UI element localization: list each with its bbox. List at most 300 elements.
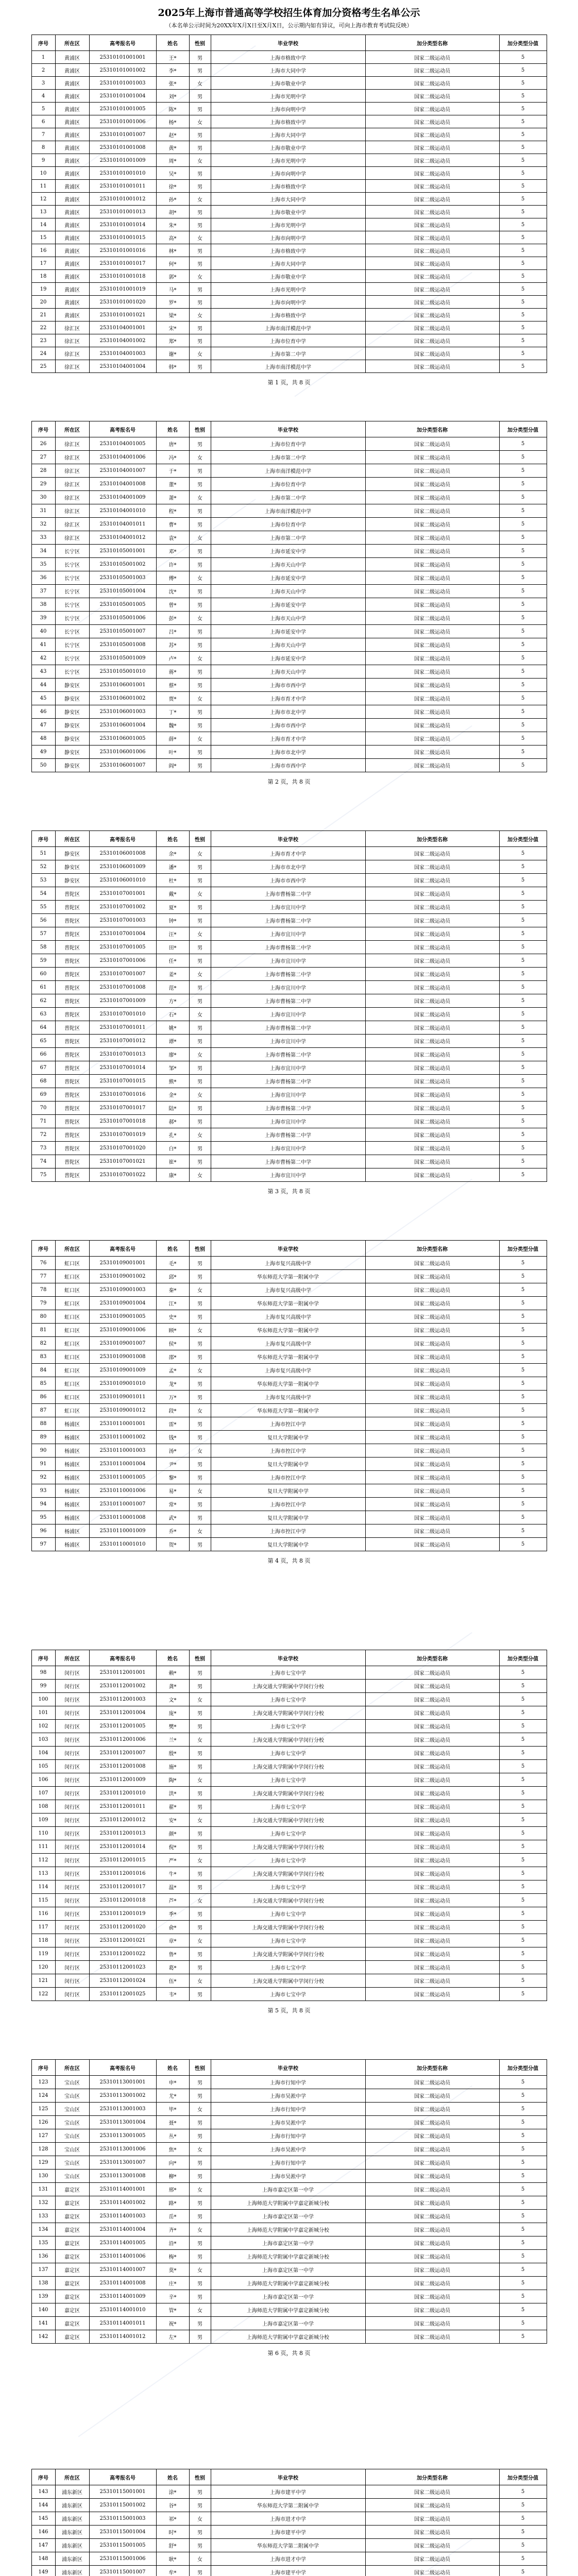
table-cell: 男 xyxy=(189,1155,211,1168)
table-cell: 5 xyxy=(499,2512,547,2526)
column-header: 序号 xyxy=(31,421,55,437)
candidate-table xyxy=(31,2059,547,2344)
table-cell: 国家二级运动员 xyxy=(365,1934,499,1947)
table-cell: 徐汇区 xyxy=(55,504,89,518)
table-cell: 5 xyxy=(499,1270,547,1283)
table-cell: 25310114001009 xyxy=(89,2290,156,2303)
table-cell: 男 xyxy=(189,334,211,347)
table-cell: 25310101001010 xyxy=(89,167,156,180)
table-cell: 上海市七宝中学 xyxy=(211,1961,365,1974)
table-cell: 上海市七宝中学 xyxy=(211,1747,365,1760)
table-cell: 何* xyxy=(156,257,189,270)
table-cell: 郭* xyxy=(156,270,189,283)
table-cell: 国家二级运动员 xyxy=(365,531,499,545)
table-cell: 易* xyxy=(156,1484,189,1498)
column-header: 姓名 xyxy=(156,35,189,51)
table-cell: 国家二级运动员 xyxy=(365,625,499,638)
table-cell: 男 xyxy=(189,1747,211,1760)
table-cell: 华东师范大学第一附属中学 xyxy=(211,1297,365,1310)
table-cell: 135 xyxy=(31,2236,55,2250)
table-cell: 128 xyxy=(31,2143,55,2156)
table-row xyxy=(31,941,547,954)
table-row xyxy=(31,1257,547,1270)
table-cell: 5 xyxy=(499,2250,547,2263)
table-cell: 5 xyxy=(499,2566,547,2576)
table-cell: 男 xyxy=(189,464,211,478)
table-cell: 静安区 xyxy=(55,719,89,732)
table-cell: 国家二级运动员 xyxy=(365,2263,499,2277)
table-cell: 国家二级运动员 xyxy=(365,1524,499,1538)
table-cell: 47 xyxy=(31,719,55,732)
table-cell: 马* xyxy=(156,283,189,296)
table-row xyxy=(31,2566,547,2576)
table-cell: 上海市建平中学 xyxy=(211,2485,365,2499)
table-cell: 华东师范大学第二附属中学 xyxy=(211,2499,365,2512)
table-cell: 5 xyxy=(499,478,547,491)
table-cell: 5 xyxy=(499,270,547,283)
table-cell: 5 xyxy=(499,1155,547,1168)
table-header-row xyxy=(31,831,547,847)
table-cell: 国家二级运动员 xyxy=(365,167,499,180)
table-cell: 国家二级运动员 xyxy=(365,1417,499,1431)
table-cell: 上海市宜川中学 xyxy=(211,1088,365,1101)
table-cell: 男 xyxy=(189,1337,211,1350)
table-cell: 109 xyxy=(31,1814,55,1827)
table-cell: 翟* xyxy=(156,1800,189,1814)
table-cell: 98 xyxy=(31,1666,55,1680)
table-cell: 上海市天山中学 xyxy=(211,585,365,598)
table-cell: 国家二级运动员 xyxy=(365,1101,499,1115)
table-cell: 143 xyxy=(31,2485,55,2499)
table-cell: 男 xyxy=(189,64,211,77)
table-cell: 杨浦区 xyxy=(55,1471,89,1484)
table-cell: 上海市宜川中学 xyxy=(211,1035,365,1048)
table-cell: 黄浦区 xyxy=(55,296,89,309)
table-cell: 国家二级运动员 xyxy=(365,1075,499,1088)
table-cell: 上海市七宝中学 xyxy=(211,1666,365,1680)
table-cell: 25310105001010 xyxy=(89,665,156,679)
table-cell: 上海市宜川中学 xyxy=(211,901,365,914)
table-cell: 浦东新区 xyxy=(55,2539,89,2552)
table-cell: 112 xyxy=(31,1854,55,1867)
table-cell: 25310109001001 xyxy=(89,1257,156,1270)
table-cell: 5 xyxy=(499,451,547,464)
table-cell: 贺* xyxy=(156,1538,189,1551)
table-cell: 14 xyxy=(31,218,55,231)
table-cell: 华东师范大学第一附属中学 xyxy=(211,1377,365,1391)
table-cell: 上海市向明中学 xyxy=(211,167,365,180)
table-cell: 蔡* xyxy=(156,679,189,692)
table-row xyxy=(31,1458,547,1471)
table-cell: 5 xyxy=(499,2485,547,2499)
table-cell: 男 xyxy=(189,1061,211,1075)
table-cell: 25310110001001 xyxy=(89,1417,156,1431)
table-cell: 上海市建平中学 xyxy=(211,2566,365,2576)
table-cell: 国家二级运动员 xyxy=(365,2566,499,2576)
table-row xyxy=(31,464,547,478)
table-cell: 国家二级运动员 xyxy=(365,128,499,141)
table-cell: 宝山区 xyxy=(55,2170,89,2183)
table-cell: 国家二级运动员 xyxy=(365,193,499,206)
column-header: 毕业学校 xyxy=(211,2469,365,2485)
table-cell: 25310106001006 xyxy=(89,745,156,759)
table-cell: 女 xyxy=(189,571,211,585)
table-cell: 25310107001015 xyxy=(89,1075,156,1088)
table-row xyxy=(31,128,547,141)
table-cell: 国家二级运动员 xyxy=(365,77,499,90)
table-row xyxy=(31,1377,547,1391)
table-cell: 25310114001011 xyxy=(89,2317,156,2330)
table-cell: 虹口区 xyxy=(55,1297,89,1310)
table-cell: 普陀区 xyxy=(55,887,89,901)
candidate-table xyxy=(31,1650,547,2001)
table-cell: 上海市格致中学 xyxy=(211,244,365,257)
table-cell: 44 xyxy=(31,679,55,692)
table-cell: 女 xyxy=(189,652,211,665)
table-cell: 静安区 xyxy=(55,732,89,745)
column-header: 序号 xyxy=(31,35,55,51)
table-cell: 史* xyxy=(156,1310,189,1324)
table-cell: 48 xyxy=(31,732,55,745)
table-cell: 上海交通大学附属中学闵行分校 xyxy=(211,1733,365,1747)
table-cell: 81 xyxy=(31,1324,55,1337)
table-cell: 5 xyxy=(499,1324,547,1337)
table-cell: 25310104001012 xyxy=(89,531,156,545)
table-cell: 国家二级运动员 xyxy=(365,2129,499,2143)
table-cell: 3 xyxy=(31,77,55,90)
table-cell: 5 xyxy=(499,2223,547,2236)
table-cell: 张* xyxy=(156,77,189,90)
table-cell: 上海市行知中学 xyxy=(211,2156,365,2170)
table-cell: 25310112001017 xyxy=(89,1880,156,1894)
table-cell: 浦东新区 xyxy=(55,2485,89,2499)
table-cell: 女 xyxy=(189,968,211,981)
table-cell: 杨浦区 xyxy=(55,1498,89,1511)
table-cell: 徐* xyxy=(156,180,189,193)
table-cell: 72 xyxy=(31,1128,55,1142)
table-cell: 闵行区 xyxy=(55,1787,89,1800)
table-cell: 25310114001008 xyxy=(89,2277,156,2290)
table-row xyxy=(31,2156,547,2170)
table-row xyxy=(31,64,547,77)
table-cell: 5 xyxy=(499,464,547,478)
table-row xyxy=(31,103,547,115)
table-cell: 33 xyxy=(31,531,55,545)
table-cell: 黄浦区 xyxy=(55,309,89,321)
table-cell: 白* xyxy=(156,1142,189,1155)
table-cell: 上海市南洋模范中学 xyxy=(211,464,365,478)
table-cell: 上海市延安中学 xyxy=(211,652,365,665)
table-cell: 上海市吴淞中学 xyxy=(211,2143,365,2156)
table-cell: 罗* xyxy=(156,296,189,309)
table-cell: 倪* xyxy=(156,1840,189,1854)
table-cell: 郝* xyxy=(156,1115,189,1128)
table-cell: 25310107001011 xyxy=(89,1021,156,1035)
table-row xyxy=(31,2303,547,2317)
table-cell: 浦东新区 xyxy=(55,2552,89,2566)
table-cell: 上海市曹杨第二中学 xyxy=(211,1021,365,1035)
table-cell: 李* xyxy=(156,64,189,77)
table-row xyxy=(31,531,547,545)
table-cell: 25310104001003 xyxy=(89,347,156,360)
table-cell: 黄浦区 xyxy=(55,141,89,154)
table-cell: 女 xyxy=(189,2143,211,2156)
page-footer: 第 3 页，共 8 页 xyxy=(267,1188,311,1195)
table-cell: 25310109001008 xyxy=(89,1350,156,1364)
table-cell: 国家二级运动员 xyxy=(365,585,499,598)
table-cell: 朱* xyxy=(156,218,189,231)
page-6 xyxy=(0,2048,578,2357)
table-cell: 韦* xyxy=(156,1988,189,2001)
table-row xyxy=(31,2076,547,2089)
table-row xyxy=(31,1947,547,1961)
table-cell: 5 xyxy=(499,1115,547,1128)
table-cell: 国家二级运动员 xyxy=(365,2076,499,2089)
candidate-table xyxy=(31,2469,547,2576)
table-cell: 丁* xyxy=(156,705,189,719)
table-cell: 91 xyxy=(31,1458,55,1471)
table-cell: 5 xyxy=(499,1787,547,1800)
table-cell: 男 xyxy=(189,1075,211,1088)
table-cell: 国家二级运动员 xyxy=(365,360,499,373)
table-cell: 黄浦区 xyxy=(55,257,89,270)
table-cell: 普陀区 xyxy=(55,901,89,914)
table-cell: 唐* xyxy=(156,437,189,451)
table-cell: 男 xyxy=(189,705,211,719)
table-row xyxy=(31,2330,547,2344)
table-cell: 上海市嘉定区第一中学 xyxy=(211,2263,365,2277)
table-cell: 5 xyxy=(499,1947,547,1961)
table-cell: 24 xyxy=(31,347,55,360)
table-cell: 袁* xyxy=(156,531,189,545)
table-cell: 虹口区 xyxy=(55,1404,89,1417)
table-cell: 男 xyxy=(189,2196,211,2210)
table-cell: 男 xyxy=(189,518,211,531)
table-cell: 25310113001003 xyxy=(89,2103,156,2116)
table-cell: 上海交通大学附属中学闵行分校 xyxy=(211,1706,365,1720)
table-cell: 男 xyxy=(189,180,211,193)
table-cell: 上海市行知中学 xyxy=(211,2076,365,2089)
table-cell: 5 xyxy=(499,283,547,296)
table-cell: 147 xyxy=(31,2539,55,2552)
table-cell: 庄* xyxy=(156,2277,189,2290)
table-cell: 闵行区 xyxy=(55,1988,89,2001)
table-cell: 陈* xyxy=(156,103,189,115)
table-cell: 女 xyxy=(189,1693,211,1706)
document-title: 2025年上海市普通高等学校招生体育加分资格考生名单公示 xyxy=(158,7,420,19)
table-cell: 上海市敬业中学 xyxy=(211,270,365,283)
table-cell: 男 xyxy=(189,437,211,451)
table-cell: 男 xyxy=(189,257,211,270)
table-cell: 5 xyxy=(499,745,547,759)
table-row xyxy=(31,1484,547,1498)
table-cell: 国家二级运动员 xyxy=(365,1894,499,1907)
table-cell: 115 xyxy=(31,1894,55,1907)
table-cell: 77 xyxy=(31,1270,55,1283)
table-cell: 黄浦区 xyxy=(55,64,89,77)
table-cell: 国家二级运动员 xyxy=(365,874,499,887)
page-1 xyxy=(0,0,578,386)
table-cell: 男 xyxy=(189,2129,211,2143)
table-cell: 国家二级运动员 xyxy=(365,115,499,128)
table-cell: 男 xyxy=(189,1867,211,1880)
table-cell: 25310101001013 xyxy=(89,206,156,218)
column-header: 毕业学校 xyxy=(211,35,365,51)
table-cell: 上海市向明中学 xyxy=(211,103,365,115)
table-cell: 5 xyxy=(499,860,547,874)
table-cell: 梅* xyxy=(156,2250,189,2263)
table-cell: 上海师范大学附属中学嘉定新城分校 xyxy=(211,2277,365,2290)
table-cell: 女 xyxy=(189,115,211,128)
table-cell: 85 xyxy=(31,1377,55,1391)
table-row xyxy=(31,652,547,665)
table-cell: 45 xyxy=(31,692,55,705)
table-cell: 25310105001006 xyxy=(89,612,156,625)
table-cell: 男 xyxy=(189,1680,211,1693)
table-cell: 25310112001016 xyxy=(89,1867,156,1880)
table-cell: 许* xyxy=(156,558,189,571)
table-cell: 141 xyxy=(31,2317,55,2330)
table-cell: 国家二级运动员 xyxy=(365,1800,499,1814)
column-header: 所在区 xyxy=(55,1650,89,1666)
table-cell: 男 xyxy=(189,1035,211,1048)
table-cell: 5 xyxy=(499,1048,547,1061)
table-cell: 61 xyxy=(31,981,55,994)
table-cell: 国家二级运动员 xyxy=(365,1008,499,1021)
table-cell: 国家二级运动员 xyxy=(365,1666,499,1680)
table-cell: 男 xyxy=(189,1101,211,1115)
table-cell: 女 xyxy=(189,887,211,901)
table-cell: 孔* xyxy=(156,1128,189,1142)
table-row xyxy=(31,994,547,1008)
table-cell: 国家二级运动员 xyxy=(365,2290,499,2303)
table-cell: 25310112001019 xyxy=(89,1907,156,1921)
table-cell: 虹口区 xyxy=(55,1283,89,1297)
table-cell: 5 xyxy=(499,2143,547,2156)
table-cell: 136 xyxy=(31,2250,55,2263)
table-cell: 王* xyxy=(156,51,189,64)
table-cell: 62 xyxy=(31,994,55,1008)
table-cell: 女 xyxy=(189,1168,211,1182)
table-cell: 国家二级运动员 xyxy=(365,1115,499,1128)
page-footer: 第 4 页，共 8 页 xyxy=(267,1557,311,1564)
table-row xyxy=(31,874,547,887)
table-cell: 韩* xyxy=(156,360,189,373)
table-cell: 83 xyxy=(31,1350,55,1364)
table-cell: 5 xyxy=(499,719,547,732)
table-cell: 上海市向明中学 xyxy=(211,231,365,244)
table-cell: 华东师范大学第一附属中学 xyxy=(211,1350,365,1364)
table-row xyxy=(31,180,547,193)
table-cell: 5 xyxy=(499,679,547,692)
table-cell: 上海市行知中学 xyxy=(211,2103,365,2116)
table-cell: 5 xyxy=(499,180,547,193)
table-cell: 5 xyxy=(499,1061,547,1075)
table-cell: 25310112001022 xyxy=(89,1947,156,1961)
table-cell: 男 xyxy=(189,625,211,638)
table-cell: 5 xyxy=(499,1035,547,1048)
table-cell: 徐汇区 xyxy=(55,478,89,491)
table-cell: 普陀区 xyxy=(55,1021,89,1035)
table-cell: 5 xyxy=(499,1283,547,1297)
table-cell: 女 xyxy=(189,491,211,504)
table-cell: 宝山区 xyxy=(55,2089,89,2103)
table-cell: 国家二级运动员 xyxy=(365,451,499,464)
table-cell: 25310105001007 xyxy=(89,625,156,638)
table-header-row xyxy=(31,1241,547,1257)
table-cell: 105 xyxy=(31,1760,55,1773)
table-row xyxy=(31,244,547,257)
table-row xyxy=(31,1431,547,1444)
table-cell: 虹口区 xyxy=(55,1364,89,1377)
table-cell: 5 xyxy=(499,244,547,257)
table-row xyxy=(31,914,547,927)
table-cell: 5 xyxy=(499,847,547,860)
table-cell: 25310101001006 xyxy=(89,115,156,128)
table-cell: 上海市七宝中学 xyxy=(211,1907,365,1921)
table-cell: 国家二级运动员 xyxy=(365,1498,499,1511)
table-cell: 25310112001002 xyxy=(89,1680,156,1693)
table-cell: 黄浦区 xyxy=(55,244,89,257)
table-cell: 普陀区 xyxy=(55,941,89,954)
table-cell: 25310104001006 xyxy=(89,451,156,464)
table-cell: 田* xyxy=(156,941,189,954)
table-cell: 上海市宜川中学 xyxy=(211,927,365,941)
table-row xyxy=(31,1101,547,1115)
table-row xyxy=(31,1961,547,1974)
table-row xyxy=(31,612,547,625)
table-cell: 4 xyxy=(31,90,55,103)
table-cell: 25310101001015 xyxy=(89,231,156,244)
table-cell: 25310109001010 xyxy=(89,1377,156,1391)
table-cell: 25310107001002 xyxy=(89,901,156,914)
table-cell: 牟* xyxy=(156,2566,189,2576)
table-cell: 黄浦区 xyxy=(55,167,89,180)
table-row xyxy=(31,1444,547,1458)
table-cell: 男 xyxy=(189,914,211,927)
table-cell: 25310105001008 xyxy=(89,638,156,652)
table-cell: 92 xyxy=(31,1471,55,1484)
table-cell: 女 xyxy=(189,1088,211,1101)
table-cell: 30 xyxy=(31,491,55,504)
table-cell: 谭* xyxy=(156,1035,189,1048)
table-cell: 5 xyxy=(499,598,547,612)
table-cell: 黄浦区 xyxy=(55,51,89,64)
table-cell: 涂* xyxy=(156,2485,189,2499)
table-cell: 25310105001004 xyxy=(89,585,156,598)
table-cell: 25310110001003 xyxy=(89,1444,156,1458)
table-cell: 5 xyxy=(499,2317,547,2330)
table-cell: 普陀区 xyxy=(55,1115,89,1128)
table-cell: 女 xyxy=(189,270,211,283)
table-cell: 静安区 xyxy=(55,705,89,719)
table-cell: 82 xyxy=(31,1337,55,1350)
table-row xyxy=(31,558,547,571)
table-cell: 女 xyxy=(189,732,211,745)
table-cell: 110 xyxy=(31,1827,55,1840)
table-cell: 上海市天山中学 xyxy=(211,612,365,625)
table-cell: 国家二级运动员 xyxy=(365,1155,499,1168)
table-cell: 57 xyxy=(31,927,55,941)
page-5 xyxy=(0,1638,578,2014)
table-cell: 男 xyxy=(189,1988,211,2001)
table-cell: 静安区 xyxy=(55,692,89,705)
table-cell: 上海市复兴高级中学 xyxy=(211,1283,365,1297)
table-cell: 上海市位育中学 xyxy=(211,518,365,531)
table-cell: 5 xyxy=(499,2196,547,2210)
table-row xyxy=(31,1680,547,1693)
table-row xyxy=(31,1075,547,1088)
